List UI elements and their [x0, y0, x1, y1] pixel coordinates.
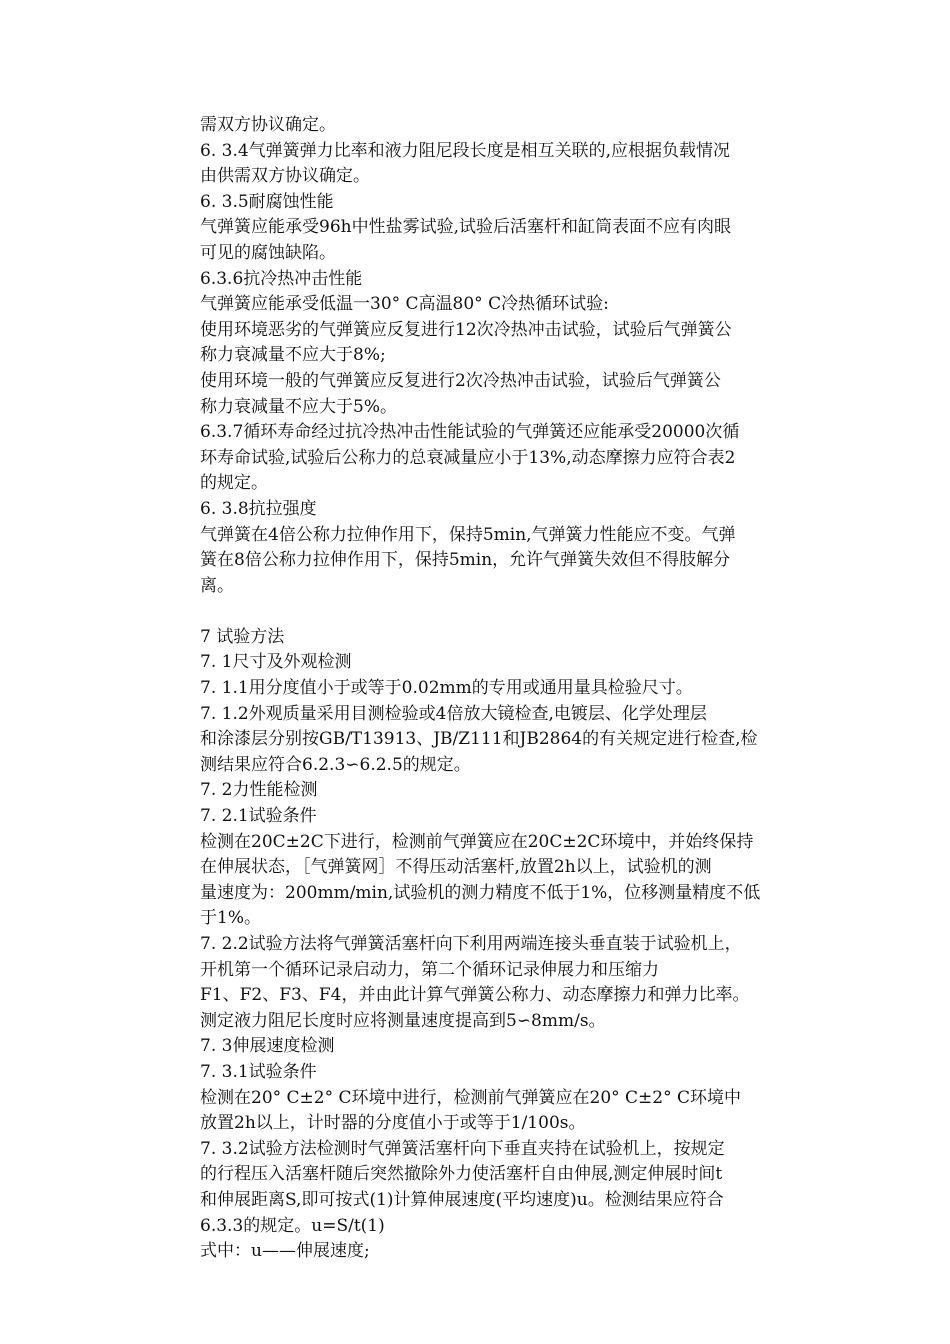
- text-line: 6.3.6抗冷热冲击性能: [200, 268, 363, 289]
- text-line: 7 试验方法: [200, 626, 285, 647]
- text-line: 7. 2.1试验条件: [200, 806, 317, 827]
- text-line: 簧在8倍公称力拉伸作用下，保持5min，允许气弹簧失效但不得肢解分: [200, 550, 731, 571]
- text-line: 7. 1尺寸及外观检测: [200, 652, 352, 673]
- text-line: 7. 1.1用分度值小于或等于0.02mm的专用或通用量具检验尺寸。: [200, 678, 693, 699]
- text-line: 开机第一个循环记录启动力，第二个循环记录伸展力和压缩力: [200, 959, 659, 980]
- text-line: 使用环境恶劣的气弹簧应反复进行12次冷热冲击试验，试验后气弹簧公: [200, 319, 732, 340]
- text-line: 7. 3.1试验条件: [200, 1061, 317, 1082]
- text-line: 测结果应符合6.2.3∽6.2.5的规定。: [200, 754, 471, 775]
- text-line: 气弹簧在4倍公称力拉伸作用下，保持5min,气弹簧力性能应不变。气弹: [200, 524, 736, 545]
- text-line: 离。: [200, 575, 234, 596]
- text-line: 和伸展距离S,即可按式(1)计算伸展速度(平均速度)u。检测结果应符合: [200, 1189, 724, 1210]
- text-line: 的规定。: [200, 473, 268, 494]
- text-line: 6.3.7循环寿命经过抗冷热冲击性能试验的气弹簧还应能承受20000次循: [200, 422, 740, 443]
- text-line: 式中：u——伸展速度;: [200, 1241, 370, 1262]
- text-line: 的行程压入活塞杆随后突然撤除外力使活塞杆自由伸展,测定伸展时间t: [200, 1164, 723, 1185]
- text-line: 检测在20C±2C下进行，检测前气弹簧应在20C±2C环境中，并始终保持: [200, 831, 754, 852]
- blank-line: [200, 599, 820, 625]
- document-page: [200, 113, 820, 1265]
- text-line: 6.3.3的规定。u=S/t(1): [200, 1215, 385, 1236]
- text-line: F1、F2、F3、F4，并由此计算气弹簧公称力、动态摩擦力和弹力比率。: [200, 985, 750, 1006]
- text-line: 量速度为：200mm/min,试验机的测力精度不低于1%，位移测量精度不低: [200, 882, 761, 903]
- text-line: 7. 1.2外观质量采用目测检验或4倍放大镜检查,电镀层、化学处理层: [200, 703, 707, 724]
- text-line: 和涂漆层分别按GB/T13913、JB/Z111和JB2864的有关规定进行检查,检: [200, 729, 758, 750]
- text-line: 6. 3.4气弹簧弹力比率和液力阻尼段长度是相互关联的,应根据负载情况: [200, 140, 731, 161]
- text-line: 7. 3.2试验方法检测时气弹簧活塞杆向下垂直夹持在试验机上，按规定: [200, 1138, 725, 1159]
- text-line: 7. 2.2试验方法将气弹簧活塞杆向下利用两端连接头垂直装于试验机上，: [200, 934, 742, 954]
- text-line: 6. 3.8抗拉强度: [200, 498, 317, 519]
- text-line: 在伸展状态，［气弹簧网］不得压动活塞杆,放置2h以上，试验机的测: [200, 857, 712, 878]
- text-line: 测定液力阻尼长度时应将测量速度提高到5∽8mm/s。: [200, 1010, 606, 1031]
- text-line: 称力衰减量不应大于8%;: [200, 345, 386, 366]
- text-line: 放置2h以上，计时器的分度值小于或等于1/100s。: [200, 1113, 586, 1134]
- text-line: 检测在20° C±2° C环境中进行，检测前气弹簧应在20° C±2° C环境中: [200, 1087, 742, 1108]
- text-line: 7. 2力性能检测: [200, 780, 318, 801]
- text-line: 气弹簧应能承受低温一30° C高温80° C冷热循环试验:: [200, 294, 609, 315]
- text-line: 使用环境一般的气弹簧应反复进行2次冷热冲击试验，试验后气弹簧公: [200, 370, 721, 391]
- text-line: 6. 3.5耐腐蚀性能: [200, 191, 334, 212]
- text-line: 称力衰减量不应大于5%。: [200, 396, 397, 417]
- text-line: 于1%。: [200, 908, 261, 929]
- text-line: 环寿命试验,试验后公称力的总衰减量应小于13%,动态摩擦力应符合表2: [200, 447, 736, 468]
- text-line: 需双方协议确定。: [200, 115, 336, 135]
- text-line: 可见的腐蚀缺陷。: [200, 242, 336, 263]
- text-line: 由供需双方协议确定。: [200, 166, 370, 187]
- text-line: 气弹簧应能承受96h中性盐雾试验,试验后活塞杆和缸筒表面不应有肉眼: [200, 217, 731, 238]
- text-line: 7. 3伸展速度检测: [200, 1036, 335, 1057]
